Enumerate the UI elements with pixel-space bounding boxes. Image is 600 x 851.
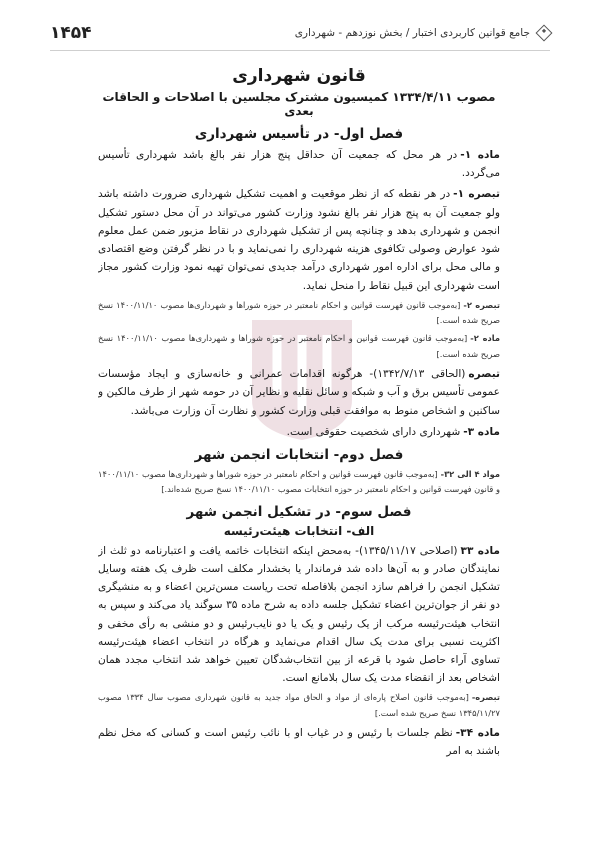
section-a-title: الف- انتخابات هیئت‌رئیسه xyxy=(223,523,375,538)
article-1 xyxy=(98,146,500,182)
article-3-text: شهرداری دارای شخصیت حقوقی است. xyxy=(286,425,461,438)
running-head xyxy=(295,27,550,39)
note-2 xyxy=(98,298,500,329)
law-subtitle: مصوب ۱۳۳۴/۴/۱۱ کمیسیون مشترک مجلسین با اصلاحات و الحاقات بعدی xyxy=(102,90,496,118)
note-1 xyxy=(98,185,500,294)
note-2-text: [به‌موجب قانون فهرست قوانین و احکام نامعتبر در حوزه شوراها و شهرداری‌ها مصوب ۱۴۰۰/۱۱/۱۰ نسخ صریح شده است.] xyxy=(98,299,500,326)
article-1-label: ماده ۱- xyxy=(460,149,500,161)
note-33 xyxy=(98,690,500,721)
article-34-text: نظم جلسات با رئیس و در غیاب او با نائب رئیس است و کسانی که مخل نظم باشند به امر xyxy=(98,727,500,758)
article-2-label: ماده ۲- xyxy=(470,333,500,344)
diamond-ornament-icon xyxy=(536,25,553,42)
article-34 xyxy=(98,724,500,760)
chapter-1-title: فصل اول- در تأسیس شهرداری xyxy=(194,126,404,142)
articles-4-32 xyxy=(98,467,500,498)
chapter-2-title: فصل دوم- انتخابات انجمن شهر xyxy=(194,447,404,463)
articles-4-32-label: مواد ۴ الی ۳۲- xyxy=(440,469,500,479)
law-title: قانون شهرداری xyxy=(232,66,366,86)
article-34-label: ماده ۳۴- xyxy=(455,727,500,740)
article-1-text: در هر محل که جمعیت آن حداقل پنج هزار نفر بالغ باشد شهرداری تأسیس می‌گردد. xyxy=(98,149,500,180)
article-33-label: ماده ۳۳ xyxy=(460,544,500,557)
article-33-text: (اصلاحی ۱۳۴۵/۱۱/۱۷)- به‌محض اینکه انتخابات خاتمه یافت و اعتبارنامه دو ثلث از نمایندگان صادر و به آن‌ها داده شد فرماندار یا بخشدار مکلف است ظرف یک هفته وسایل تشکیل انجمن را فراهم سازد انجمن بلافاصله تحت ریاست مسن‌ترین اعضاء و به منشیگری دو نفر از جوان‌ترین اعضاء تشکیل جلسه داده به شرح ماده ۳۵ سوگند یاد می‌کند و سپس به انتخاب هیئت‌رئیسه مرکب از یک رئیس و یک یا دو نایب‌رئیس و دو منشی به رأی مخفی و اکثریت نسبی برای مدت یک سال اقدام می‌نماید و هرگاه در انتخاب اعضاء هیئت‌رئیسه تساوی آراء حاصل شود با قرعه از بین انتخاب‌شدگان تعیین خواهد شد انتخاب مجدد همان اشخاص بعد از انقضاء مدت یک سال بلامانع است. xyxy=(98,544,500,685)
note-1-text: در هر نقطه که از نظر موقعیت و اهمیت تشکیل شهرداری ضرورت داشته باشد ولو جمعیت آن به پنج هزار نفر بالغ نشود وزارت کشور می‌تواند در آن محل دستور تشکیل انجمن و شهرداری بدهد و چنانچه پس از تشکیل شهرداری در نقاط مزبور ضمن عمل معلوم شود عوارض وصولی تکافوی هزینه شهرداری را نمی‌نماید و با در نظر گرفتن وضع اقتصادی و مالی محل برای اداره امور شهرداری درآمد جدیدی نمی‌توان تهیه نمود وزارت کشور مجاز است شهرداری این قبیل نقاط را منحل نماید. xyxy=(98,188,500,292)
note-33-label: تبصره- xyxy=(471,692,500,703)
note-33-text: [به‌موجب قانون اصلاح پاره‌ای از مواد و الحاق مواد جدید به قانون شهرداری مصوب سال ۱۳۳۴ مصوب ۱۳۴۵/۱۱/۲۷ نسخ صریح شده است.] xyxy=(98,692,500,718)
article-2-text: [به‌موجب قانون فهرست قوانین و احکام نامعتبر در حوزه شوراها و شهرداری‌ها مصوب ۱۴۰۰/۱۱/۱۰ نسخ صریح شده است.] xyxy=(98,333,500,359)
note-1-label: تبصره ۱- xyxy=(453,188,500,201)
note-annex-label: تبصره xyxy=(468,368,500,381)
article-33 xyxy=(98,542,500,688)
article-2 xyxy=(98,331,500,362)
document-content xyxy=(98,60,500,841)
note-2-label: تبصره ۲- xyxy=(463,299,500,310)
note-annex-text: (الحاقی ۱۳۴۲/۷/۱۳)- هرگونه اقدامات عمرانی و خانه‌سازی و ایجاد مؤسسات عمومی تأسیس برق و آب و شبکه و سائل نقلیه و نظایر آن در حومه شهر از طرف مالکین و ساکنین و اشخاص منوط به موافقت قبلی وزارت کشور و نظارت آن وزارت می‌باشد. xyxy=(98,368,500,417)
running-title: جامع قوانین کاربردی اختبار / بخش نوزدهم - شهرداری xyxy=(294,27,530,39)
page-header xyxy=(50,20,550,51)
page-number: ۱۴۵۴ xyxy=(50,23,92,43)
article-3 xyxy=(98,423,500,441)
articles-4-32-text: [به‌موجب قانون فهرست قوانین و احکام نامعتبر در حوزه شوراها و شهرداری‌ها مصوب ۱۴۰۰/۱۱/۱۰ و قانون فهرست قوانین و احکام نامعتبر در حوزه انتخابات مصوب ۱۴۰۰/۱۱/۱۰ نسخ صریح شده‌اند.] xyxy=(98,469,500,495)
article-3-label: ماده ۳- xyxy=(463,425,500,438)
chapter-3-title: فصل سوم- در تشکیل انجمن شهر xyxy=(186,503,412,520)
note-annex xyxy=(98,365,500,420)
